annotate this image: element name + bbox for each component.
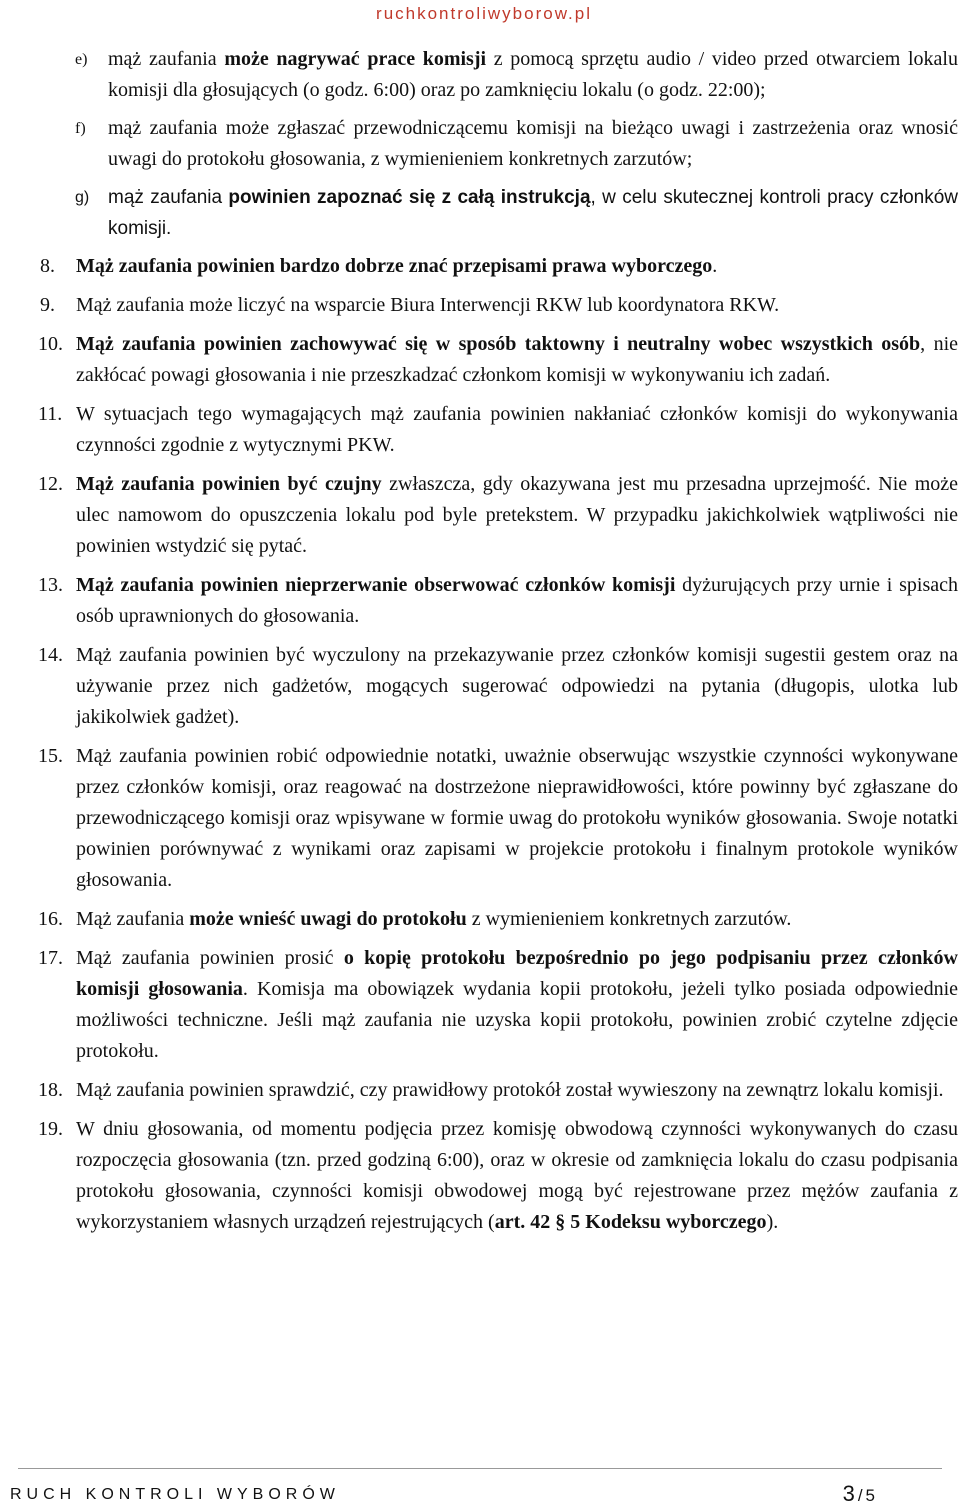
text: Mąż zaufania może liczyć na wsparcie Biura Interwencji RKW lub koordynatora RKW. (76, 294, 780, 316)
item-number: 18. (38, 1079, 63, 1101)
item-number: 10. (38, 333, 63, 355)
bold-text: Mąż zaufania powinien zachowywać się w sposób taktowny i neutralny wobec wszystkich osób (76, 333, 921, 355)
item-number: 15. (38, 745, 63, 767)
text: , nie zakłócać powagi głosowania i nie przeszkadzać członkom komisji w wykonywaniu ich zadań. (76, 333, 959, 386)
text: Mąż zaufania powinien być wyczulony na przekazywanie przez członków komisji sugestii gestem oraz na używanie przez nich gadżetów, mogących sugerować odpowiedzi na pytania (długopis, ulotka lub jakikolwiek gadżet). (76, 644, 958, 728)
sub-item-g (75, 182, 958, 244)
list-item-8 (40, 251, 958, 282)
item-number: 17. (38, 947, 63, 969)
list-item-9 (40, 290, 958, 321)
text: Mąż zaufania powinien sprawdzić, czy prawidłowy protokół został wywieszony na zewnątrz lokalu komisji. (76, 1079, 944, 1101)
document-body (0, 44, 960, 1246)
list-item-10 (38, 329, 959, 391)
item-number: 11. (38, 403, 63, 425)
bold-text: art. 42 § 5 Kodeksu wyborczego (494, 1211, 767, 1233)
text: , w celu skutecznej kontroli pracy członków komisji. (108, 187, 958, 239)
bold-text: może nagrywać prace komisji (224, 48, 487, 70)
list-item-13 (38, 570, 958, 632)
text: Mąż zaufania (76, 908, 190, 930)
item-number: 13. (38, 574, 63, 596)
list-marker: f) (75, 120, 86, 137)
bold-text: Mąż zaufania powinien nieprzerwanie obserwować członków komisji (76, 574, 676, 596)
text: W sytuacjach tego wymagających mąż zaufania powinien nakłaniać członków komisji do wykonywania czynności zgodnie z wytycznymi PKW. (76, 403, 958, 456)
text: dyżurujących przy urnie i spisach osób uprawnionych do głosowania. (76, 574, 958, 627)
list-item-17 (38, 943, 958, 1067)
sub-item-e (75, 44, 958, 106)
text: z wymienieniem konkretnych zarzutów. (466, 908, 792, 930)
bold-text: może wnieść uwagi do protokołu (189, 908, 467, 930)
text: . (712, 255, 718, 277)
list-item-16 (38, 904, 958, 935)
bold-text: Mąż zaufania powinien być czujny (76, 473, 382, 495)
footer-divider (18, 1468, 942, 1469)
item-number: 16. (38, 908, 63, 930)
bold-text: powinien zapoznać się z całą instrukcją (228, 187, 591, 208)
total-pages: /5 (857, 1486, 878, 1505)
header-url: ruchkontroliwyborow.pl (376, 4, 592, 23)
text: mąż zaufania (108, 187, 229, 208)
item-number: 12. (38, 473, 63, 495)
text: ). (766, 1211, 779, 1233)
list-item-12 (38, 469, 959, 562)
list-item-18 (38, 1075, 958, 1106)
text: Mąż zaufania powinien robić odpowiednie notatki, uważnie obserwując wszystkie czynności wykonywane przez członków komisji, oraz reagować na dostrzeżone nieprawidłowości, które powinny być zgłaszane do przewodniczącego komisji oraz wpisywane w formie uwag do protokołu wyników głosowania. Swoje notatki powinien porównywać z wynikami oraz zapisami w projekcie protokołu i finalnym protokole wyników głosowania. (76, 745, 958, 891)
list-item-15 (38, 741, 958, 896)
list-item-11 (38, 399, 958, 461)
text: . Komisja ma obowiązek wydania kopii protokołu, jeżeli tylko posiada odpowiednie możliwości techniczne. Jeśli mąż zaufania nie uzyska kopii protokołu, powinien zrobić czytelne zdjęcie protokołu. (76, 978, 958, 1062)
current-page: 3 (842, 1481, 858, 1506)
footer-title: RUCH KONTROLI WYBORÓW (10, 1486, 340, 1503)
text: Mąż zaufania powinien prosić (76, 947, 344, 969)
text: mąż zaufania (108, 48, 225, 70)
item-number: 19. (38, 1118, 63, 1140)
sub-item-f (75, 113, 958, 175)
item-number: 8. (40, 255, 55, 277)
list-marker: g) (75, 189, 90, 206)
bold-text: o kopię protokołu bezpośrednio po jego podpisaniu przez członków komisji głosowania (76, 947, 958, 1000)
list-item-19 (38, 1114, 958, 1238)
item-number: 9. (40, 294, 55, 316)
list-item-14 (38, 640, 958, 733)
item-number: 14. (38, 644, 63, 666)
bold-text: Mąż zaufania powinien bardzo dobrze znać przepisami prawa wyborczego (76, 255, 713, 277)
text: mąż zaufania może zgłaszać przewodniczącemu komisji na bieżąco uwagi i zastrzeżenia oraz wnosić uwagi do protokołu głosowania, z wymienieniem konkretnych zarzutów; (108, 117, 958, 170)
text: z pomocą sprzętu audio / video przed otwarciem lokalu komisji dla głosujących (o godz. 6:00) oraz po zamknięciu lokalu (o godz. 22:00); (108, 48, 958, 101)
page-number (843, 1481, 878, 1507)
list-marker: e) (75, 51, 88, 68)
text: zwłaszcza, gdy okazywana jest mu przesadna uprzejmość. Nie może ulec namowom do opuszczenia lokalu pod byle pretekstem. W przypadku jakichkolwiek wątpliwości nie powinien wstydzić się pytać. (76, 473, 959, 557)
text: W dniu głosowania, od momentu podjęcia przez komisję obwodową czynności wykonywanych do czasu rozpoczęcia głosowania (tzn. przed godziną 6:00), oraz w okresie od zamknięcia lokalu do czasu podpisania protokołu głosowania, czynności komisji obwodowej mogą być rejestrowane przez mężów zaufania z wykorzystaniem własnych urządzeń rejestrujących ( (76, 1118, 958, 1233)
